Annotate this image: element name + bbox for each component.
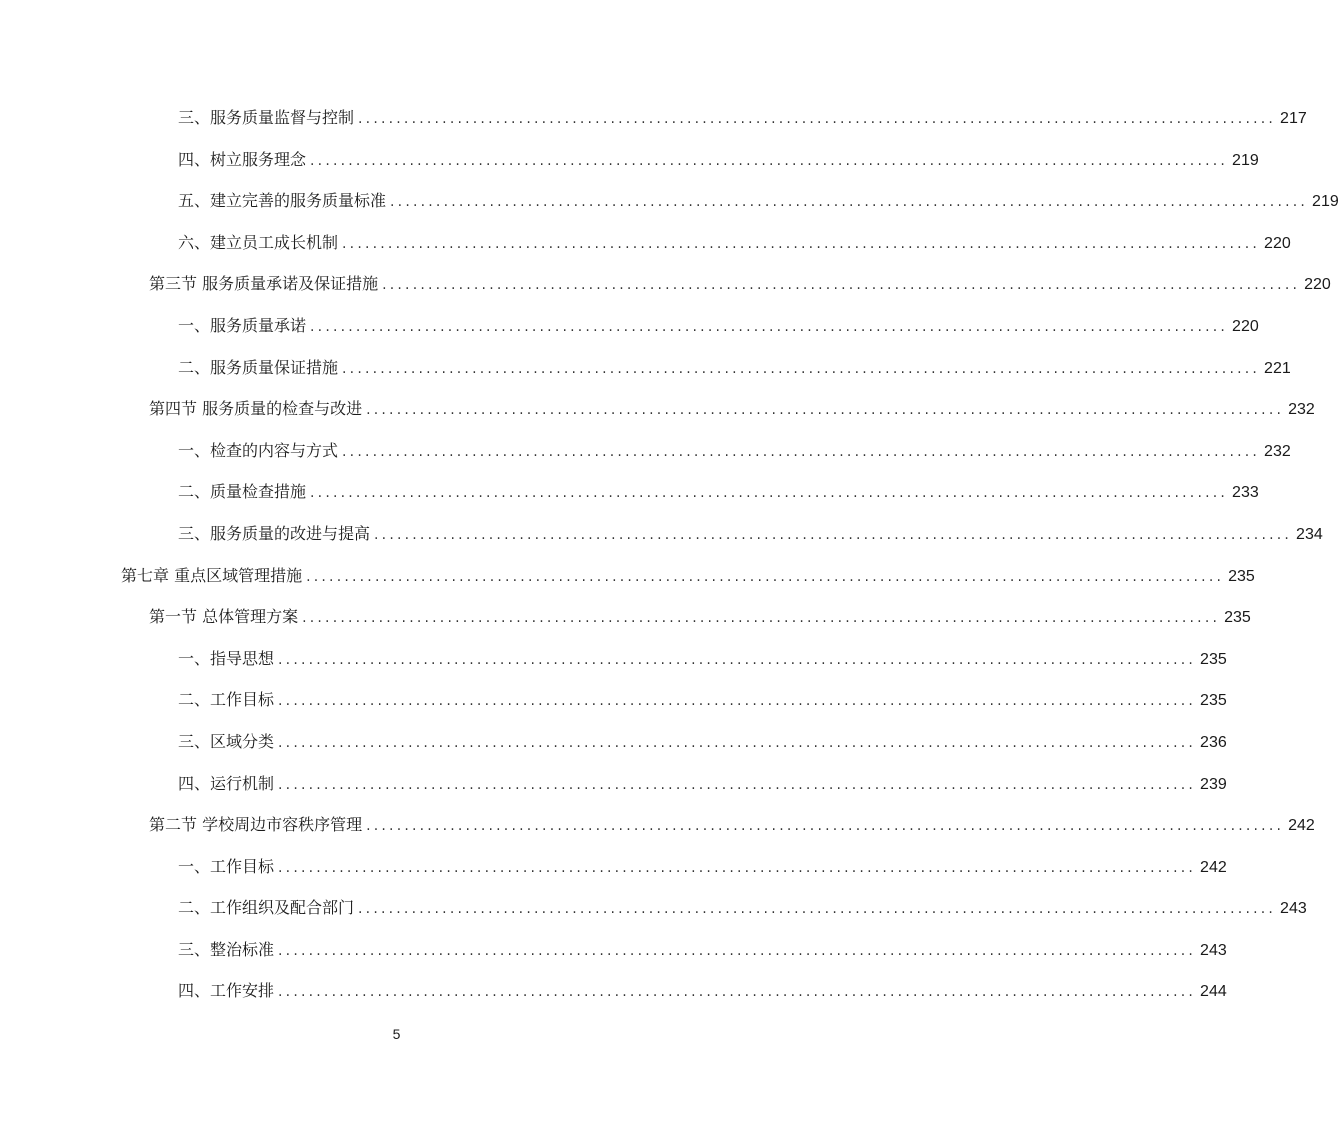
toc-entry-title: 二、工作组织及配合部门 <box>178 898 355 918</box>
toc-entry-title: 六、建立员工成长机制 <box>178 232 339 252</box>
toc-entry-page: 220 <box>1304 276 1331 294</box>
toc-entry-page: 220 <box>1264 234 1291 252</box>
toc-entry[interactable] <box>0 388 1315 430</box>
toc-entry-page: 242 <box>1288 817 1315 835</box>
toc-entry[interactable] <box>0 721 1227 763</box>
toc-entry[interactable] <box>0 139 1259 181</box>
toc-entry-page: 235 <box>1200 650 1227 668</box>
toc-dot-leader: ........................................................................................................................ <box>310 485 1229 502</box>
toc-entry-page: 232 <box>1288 401 1315 419</box>
toc-dot-leader: ........................................................................................................................ <box>382 277 1301 294</box>
toc-entry-title: 二、工作目标 <box>178 690 275 710</box>
toc-entry[interactable] <box>0 347 1291 389</box>
toc-entry-title: 四、工作安排 <box>178 981 275 1001</box>
toc-entry-title: 三、服务质量监督与控制 <box>178 108 355 127</box>
toc-entry[interactable] <box>0 305 1259 347</box>
toc-entry-page: 221 <box>1264 359 1291 377</box>
toc-dot-leader: ........................................................................................................................ <box>278 984 1197 1001</box>
toc-entry-page: 235 <box>1200 692 1227 710</box>
toc-entry-page: 219 <box>1232 151 1259 169</box>
toc-entry[interactable] <box>0 263 1331 305</box>
toc-entry-title: 第七章 重点区域管理措施 <box>121 565 303 585</box>
toc-entry-page: 236 <box>1200 733 1227 751</box>
toc-entry[interactable] <box>0 887 1307 929</box>
toc-entry-title: 四、树立服务理念 <box>178 149 307 169</box>
toc-entry[interactable] <box>0 679 1227 721</box>
toc-entry-page: 243 <box>1200 941 1227 959</box>
toc-entry[interactable] <box>0 222 1291 264</box>
toc-entry-page: 217 <box>1280 110 1307 127</box>
toc-entry-page: 233 <box>1232 484 1259 502</box>
toc-dot-leader: ........................................................................................................................ <box>278 693 1197 710</box>
toc-dot-leader: ........................................................................................................................ <box>302 610 1221 627</box>
toc-dot-leader: ........................................................................................................................ <box>278 942 1197 959</box>
toc-entry-title: 三、整治标准 <box>178 939 275 959</box>
toc-entry-title: 一、检查的内容与方式 <box>178 440 339 460</box>
toc-entry-title: 第四节 服务质量的检查与改进 <box>149 399 363 419</box>
toc-entry-title: 三、区域分类 <box>178 731 275 751</box>
toc-entry-page: 244 <box>1200 983 1227 1001</box>
toc-dot-leader: ........................................................................................................................ <box>366 818 1285 835</box>
toc-entry-page: 239 <box>1200 775 1227 793</box>
toc-dot-leader: ........................................................................................................................ <box>366 402 1285 419</box>
toc-entry-title: 二、服务质量保证措施 <box>178 357 339 377</box>
toc-dot-leader: ........................................................................................................................ <box>358 111 1277 127</box>
toc-entry[interactable] <box>0 804 1315 846</box>
toc-entry-page: 242 <box>1200 858 1227 876</box>
toc-entry-page: 234 <box>1296 525 1323 543</box>
toc-dot-leader: ........................................................................................................................ <box>278 776 1197 793</box>
toc-entry[interactable] <box>0 97 1307 139</box>
toc-dot-leader: ........................................................................................................................ <box>358 901 1277 918</box>
toc-entry-title: 一、工作目标 <box>178 856 275 876</box>
toc-dot-leader: ........................................................................................................................ <box>390 194 1309 211</box>
toc-entry[interactable] <box>0 471 1259 513</box>
toc-entry-page: 243 <box>1280 900 1307 918</box>
toc-entry[interactable] <box>0 970 1227 1012</box>
toc-dot-leader: ........................................................................................................................ <box>310 152 1229 169</box>
toc-entry-page: 232 <box>1264 442 1291 460</box>
toc-entry[interactable] <box>0 513 1323 555</box>
toc-entry-page: 220 <box>1232 317 1259 335</box>
toc-dot-leader: ........................................................................................................................ <box>310 318 1229 335</box>
toc-dot-leader: ........................................................................................................................ <box>306 568 1225 585</box>
toc-dot-leader: ........................................................................................................................ <box>278 734 1197 751</box>
toc-entry-title: 第三节 服务质量承诺及保证措施 <box>149 274 379 294</box>
toc-entry-page: 235 <box>1228 567 1255 585</box>
toc-entry-title: 第一节 总体管理方案 <box>149 607 299 627</box>
toc-entry[interactable] <box>0 555 1255 597</box>
toc-entry-title: 一、服务质量承诺 <box>178 315 307 335</box>
toc-dot-leader: ........................................................................................................................ <box>278 859 1197 876</box>
toc-entry-title: 五、建立完善的服务质量标准 <box>178 191 387 211</box>
toc-entry[interactable] <box>0 596 1251 638</box>
toc-entry[interactable] <box>0 763 1227 805</box>
toc-entry-title: 一、指导思想 <box>178 648 275 668</box>
toc-entry[interactable] <box>0 638 1227 680</box>
toc-entry-title: 四、运行机制 <box>178 773 275 793</box>
toc-dot-leader: ........................................................................................................................ <box>342 443 1261 460</box>
toc-entry-title: 三、服务质量的改进与提高 <box>178 523 371 543</box>
table-of-contents <box>0 97 1339 1012</box>
toc-entry-title: 二、质量检查措施 <box>178 482 307 502</box>
toc-dot-leader: ........................................................................................................................ <box>278 651 1197 668</box>
toc-entry-page: 219 <box>1312 193 1339 211</box>
toc-entry-title: 第二节 学校周边市容秩序管理 <box>149 815 363 835</box>
toc-entry[interactable] <box>0 430 1291 472</box>
toc-dot-leader: ........................................................................................................................ <box>342 360 1261 377</box>
toc-dot-leader: ........................................................................................................................ <box>342 235 1261 252</box>
toc-entry[interactable] <box>0 846 1227 888</box>
toc-entry-page: 235 <box>1224 609 1251 627</box>
toc-entry[interactable] <box>0 180 1339 222</box>
toc-entry[interactable] <box>0 929 1227 971</box>
toc-dot-leader: ........................................................................................................................ <box>374 526 1293 543</box>
page-number: 5 <box>392 1026 401 1042</box>
